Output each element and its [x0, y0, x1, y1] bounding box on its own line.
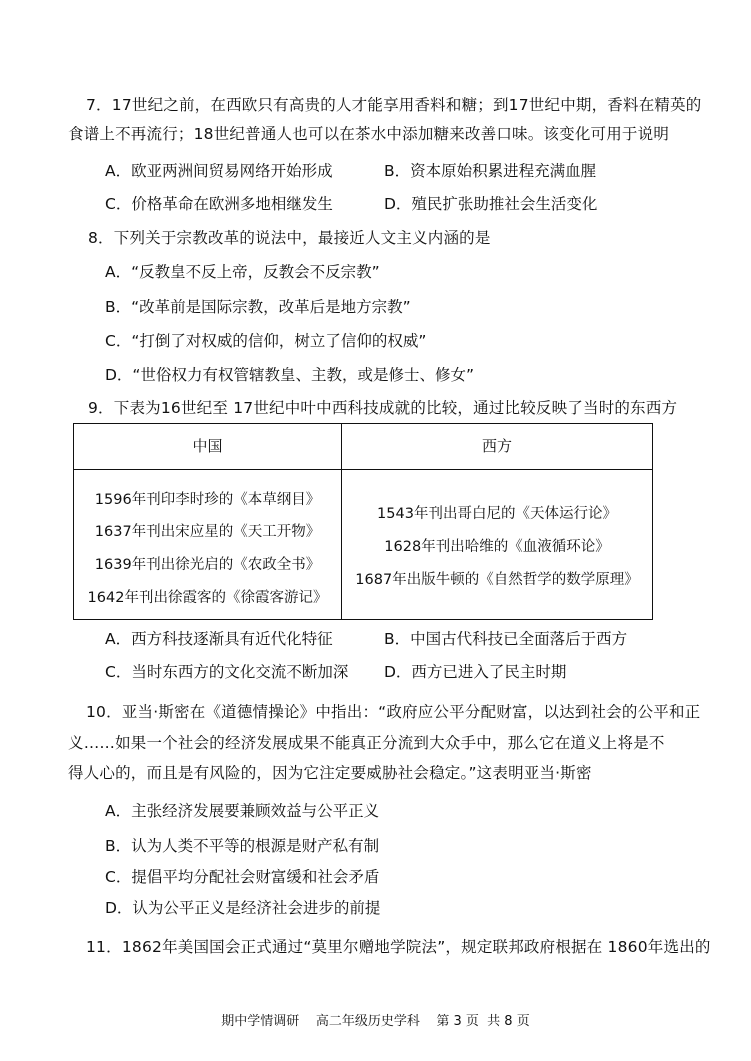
table-cell-west-1: 1543年刊出哥白尼的《天体运行论》 — [377, 506, 617, 522]
table-header-divider — [74, 469, 652, 470]
page-footer: 期中学情调研 高二年级历史学科 第 3 页 共 8 页 — [221, 1014, 530, 1029]
q9-stem: 9．下表为16世纪至 17世纪中叶中西科技成就的比较，通过比较反映了当时的东西方 — [88, 399, 678, 417]
q10-option-d: D．认为公平正义是经济社会进步的前提 — [105, 899, 381, 917]
q10-stem-line3: 得人心的，而且是有风险的，因为它注定要威胁社会稳定。”这表明亚当·斯密 — [68, 764, 592, 782]
q9-option-b: B．中国古代科技已全面落后于西方 — [384, 630, 628, 648]
q7-option-d: D．殖民扩张助推社会生活变化 — [384, 195, 598, 213]
q9-option-d: D．西方已进入了民主时期 — [384, 663, 567, 681]
table-cell-china-3: 1639年刊出徐光启的《农政全书》 — [94, 557, 321, 573]
q7-stem-line1: 7．17世纪之前，在西欧只有高贵的人才能享用香料和糖；到17世纪中期，香料在精英的 — [86, 96, 702, 114]
q8-option-d: D．“世俗权力有权管辖教皇、主教，或是修士、修女” — [105, 366, 474, 384]
q8-option-a: A．“反教皇不反上帝，反教会不反宗教” — [105, 263, 380, 281]
table-cell-china-4: 1642年刊出徐霞客的《徐霞客游记》 — [87, 590, 328, 606]
table-cell-west-3: 1687年出版牛顿的《自然哲学的数学原理》 — [355, 572, 639, 588]
table-cell-west-2: 1628年刊出哈维的《血液循环论》 — [384, 539, 610, 555]
q8-option-b: B．“改革前是国际宗教，改革后是地方宗教” — [105, 298, 411, 316]
comparison-table — [73, 423, 653, 620]
q7-option-b: B．资本原始积累进程充满血腥 — [384, 162, 597, 180]
table-cell-china-2: 1637年刊出宋应星的《天工开物》 — [94, 524, 321, 540]
q7-stem-line2: 食谱上不再流行；18世纪普通人也可以在茶水中添加糖来改善口味。该变化可用于说明 — [68, 125, 670, 143]
q7-option-c: C．价格革命在欧洲多地相继发生 — [105, 195, 333, 213]
q8-stem: 8．下列关于宗教改革的说法中，最接近人文主义内涵的是 — [88, 229, 491, 247]
table-cell-china-1: 1596年刊印李时珍的《本草纲目》 — [94, 492, 321, 508]
table-header-china: 中国 — [192, 437, 223, 455]
q8-option-c: C．“打倒了对权威的信仰，树立了信仰的权威” — [105, 332, 427, 350]
q11-stem-line1: 11．1862年美国国会正式通过“莫里尔赠地学院法”，规定联邦政府根据在 1860年选出的 — [86, 938, 711, 956]
q10-stem-line1: 10．亚当·斯密在《道德情操论》中指出：“政府应公平分配财富，以达到社会的公平和正 — [86, 703, 701, 721]
q10-option-c: C．提倡平均分配社会财富缓和社会矛盾 — [105, 868, 380, 886]
q7-option-a: A．欧亚两洲间贸易网络开始形成 — [105, 162, 333, 180]
table-header-west: 西方 — [481, 437, 512, 455]
q10-option-b: B．认为人类不平等的根源是财产私有制 — [105, 837, 380, 855]
q10-option-a: A．主张经济发展要兼顾效益与公平正义 — [105, 802, 380, 820]
q10-stem-line2: 义……如果一个社会的经济发展成果不能真正分流到大众手中，那么它在道义上将是不 — [68, 734, 665, 752]
q9-option-c: C．当时东西方的文化交流不断加深 — [105, 663, 349, 681]
q9-option-a: A．西方科技逐渐具有近代化特征 — [105, 630, 333, 648]
